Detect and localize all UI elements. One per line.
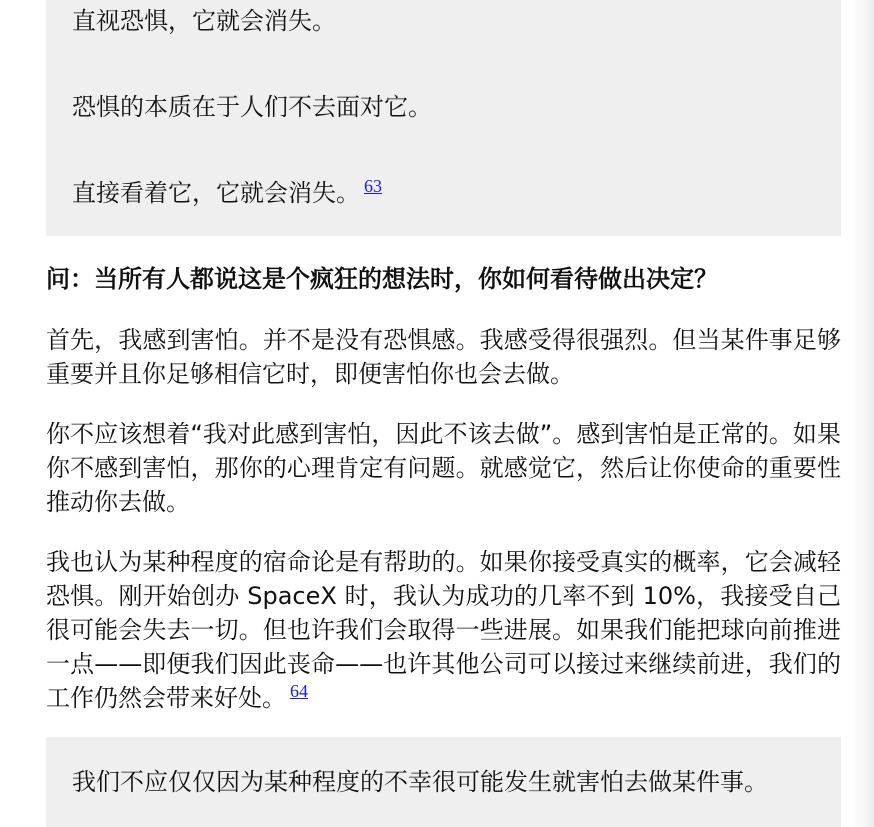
- quote-line: 恐惧的本质在于人们不去面对它。: [72, 93, 432, 121]
- paragraph: 你不应该想着“我对此感到害怕，因此不该去做”。感到害怕是正常的。如果你不感到害怕，那你的心理肯定有问题。就感觉它，然后让你使命的重要性推动你去做。: [46, 420, 841, 516]
- paragraph: 首先，我感到害怕。并不是没有恐惧感。我感受得很强烈。但当某件事足够重要并且你足够相信它时，即便害怕你也会去做。: [46, 326, 841, 388]
- quote-line-text: 直接看着它，它就会消失。: [72, 179, 360, 207]
- page-edge-shadow: [852, 0, 874, 827]
- quote-line: 我们不应仅仅因为某种程度的不幸很可能发生就害怕去做某件事。: [72, 768, 768, 796]
- paragraph-text: 我也认为某种程度的宿命论是有帮助的。如果你接受真实的概率，它会减轻恐惧。刚开始创办 SpaceX 时，我认为成功的几率不到 10%，我接受自己很可能会失去一切。但也许我们会取得一些进展。如果我们能把球向前推进一点——即便我们因此丧命——也许其他公司可以接过来继续前进，我们的工作仍然会带来好处。: [46, 548, 841, 712]
- footnote-link-64[interactable]: 64: [290, 681, 308, 701]
- blockquote-bottom: [46, 737, 841, 827]
- page-content: [46, 0, 841, 796]
- footnote-link-63[interactable]: 63: [364, 176, 382, 196]
- question-heading: 问：当所有人都说这是个疯狂的想法时，你如何看待做出决定？: [46, 265, 718, 293]
- paragraph: [46, 545, 841, 715]
- quote-line: [72, 176, 815, 210]
- quote-line: 直视恐惧，它就会消失。: [72, 7, 336, 35]
- blockquote-top: [46, 0, 841, 236]
